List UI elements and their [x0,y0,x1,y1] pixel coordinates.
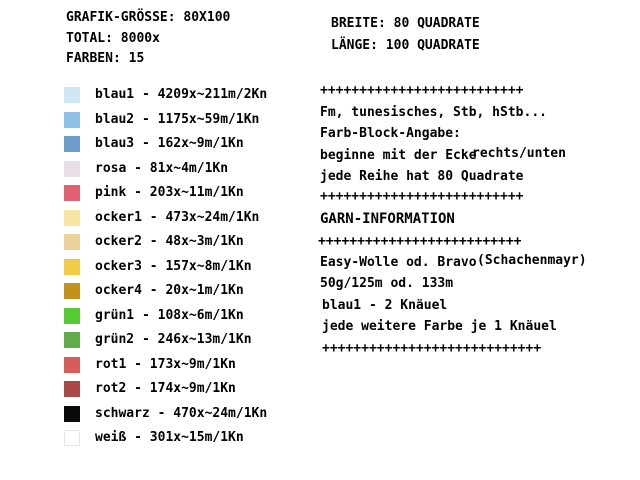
color-swatch [64,357,80,373]
color-label: pink - 203x~11m/1Kn [95,185,244,200]
color-label: blau3 - 162x~9m/1Kn [95,136,244,151]
color-label: rot1 - 173x~9m/1Kn [95,356,236,372]
color-swatch [64,259,80,275]
color-label: rosa - 81x~4m/1Kn [95,160,229,176]
grafik-size: GRAFIK-GRÖSSE: 80X100 [66,10,231,25]
color-swatch [64,136,80,152]
color-label: ocker2 - 48x~3m/1Kn [95,234,244,249]
total-count: TOTAL: 8000x [66,31,160,46]
yarn-info-title: GARN-INFORMATION [320,211,455,227]
color-label: blau1 - 4209x~211m/2Kn [95,87,268,102]
color-label: ocker4 - 20x~1m/1Kn [95,283,244,298]
color-swatch [64,185,80,201]
separator: ++++++++++++++++++++++++++ [320,189,524,204]
start-corner-text: beginne mit der Ecke [320,148,477,163]
technique-text: Fm, tunesisches, Stb, hStb... [320,105,547,120]
color-label: blau2 - 1175x~59m/1Kn [95,111,260,127]
yarn-maker: (Schachenmayr) [477,253,587,268]
color-swatch [64,308,80,324]
color-label: ocker1 - 473x~24m/1Kn [95,209,260,225]
color-count: FARBEN: 15 [66,51,145,66]
color-label: grün2 - 246x~13m/1Kn [95,332,252,347]
separator: ++++++++++++++++++++++++++++ [322,341,542,356]
color-label: schwarz - 470x~24m/1Kn [95,405,268,421]
yarn-brand: Easy-Wolle od. Bravo [320,255,477,270]
start-corner-direction: rechts/unten [472,146,566,161]
color-swatch [64,381,80,397]
color-swatch [64,87,80,103]
color-label: grün1 - 108x~6m/1Kn [95,307,244,323]
width-label: BREITE: 80 QUADRATE [331,16,480,31]
color-swatch [64,332,80,348]
color-label: weiß - 301x~15m/1Kn [95,430,244,445]
blau1-quantity: blau1 - 2 Knäuel [322,298,448,313]
yarn-weight: 50g/125m od. 133m [320,276,454,291]
block-label: Farb-Block-Angabe: [320,126,461,141]
row-info: jede Reihe hat 80 Quadrate [320,169,524,184]
color-swatch [64,112,80,128]
color-swatch [64,210,80,226]
color-label: ocker3 - 157x~8m/1Kn [95,258,252,274]
color-swatch [64,406,80,422]
separator: ++++++++++++++++++++++++++ [318,234,522,249]
color-swatch [64,430,80,446]
color-swatch [64,234,80,250]
color-label: rot2 - 174x~9m/1Kn [95,381,236,396]
length-label: LÄNGE: 100 QUADRATE [331,38,480,53]
color-swatch [64,283,80,299]
color-swatch [64,161,80,177]
separator: ++++++++++++++++++++++++++ [320,83,524,98]
other-quantity: jede weitere Farbe je 1 Knäuel [322,319,557,334]
